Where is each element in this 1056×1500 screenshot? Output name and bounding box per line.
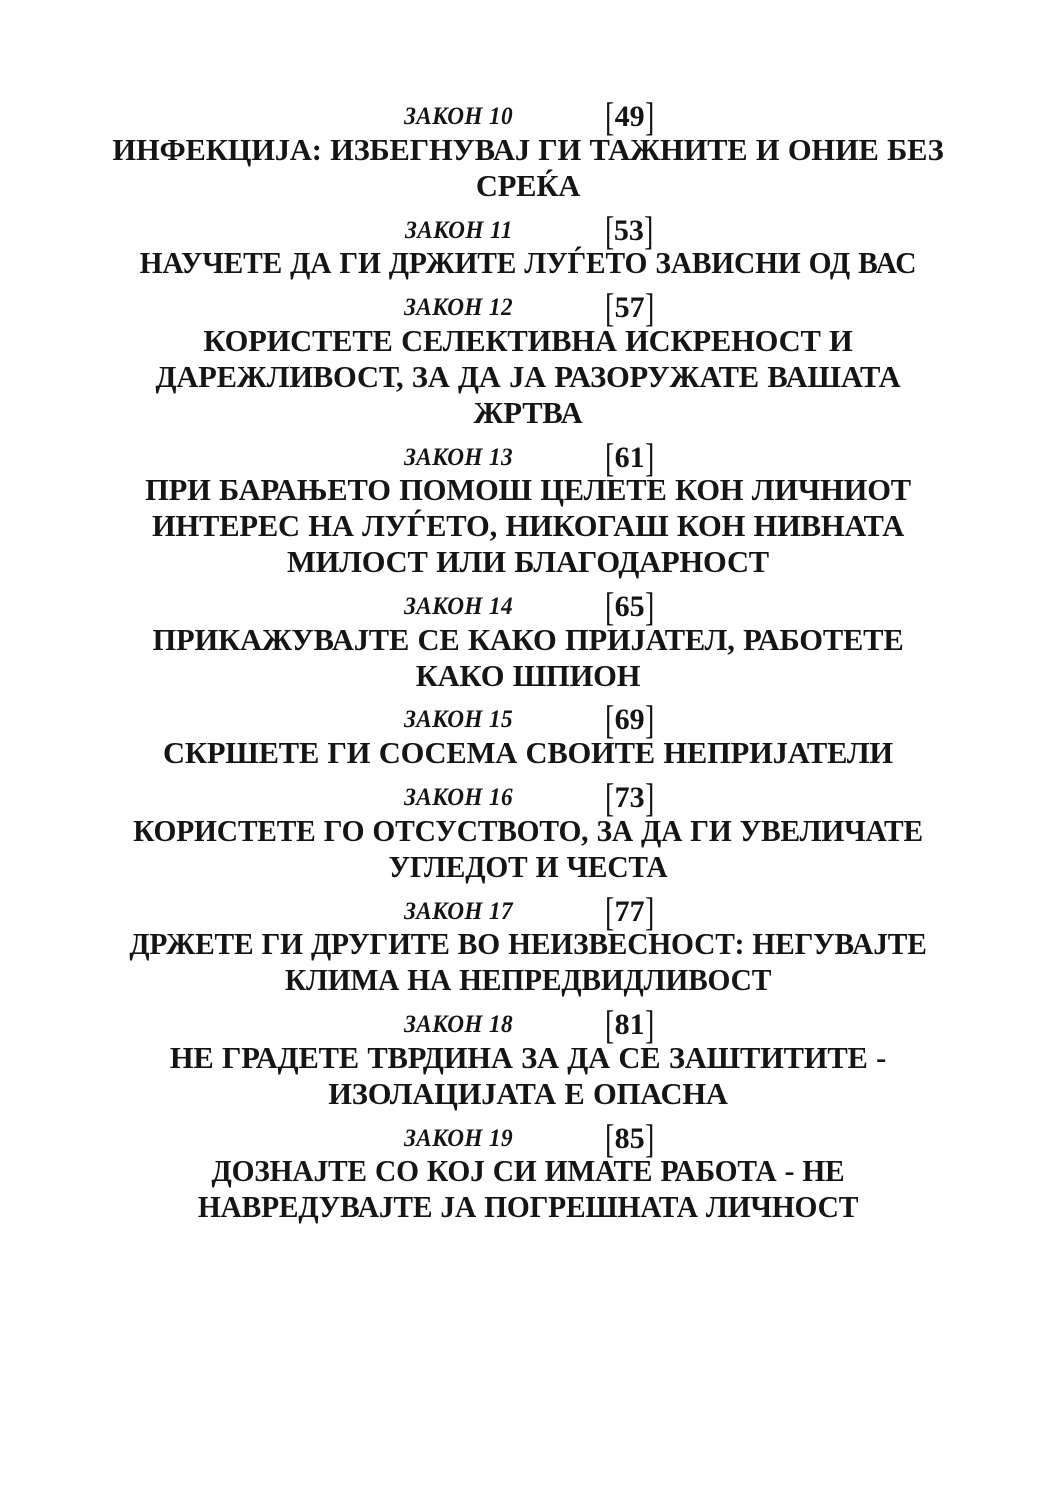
law-title: КОРИСТЕТЕ СЕЛЕКТИВНА ИСКРЕНОСТ И ДАРЕЖЛИВОСТ, ЗА ДА ЈА РАЗОРУЖАТЕ ВАШАТА ЖРТВА xyxy=(155,322,901,430)
page-number: 61 xyxy=(614,440,645,474)
page-reference: [77] xyxy=(605,888,654,934)
page-reference: [69] xyxy=(605,697,654,743)
page-number: 81 xyxy=(614,1008,645,1041)
law-label: ЗАКОН 12 xyxy=(404,294,514,322)
toc-entry-header xyxy=(104,1002,952,1047)
law-label: ЗАКОН 13 xyxy=(404,443,514,471)
law-title: ДОЗНАЈТЕ СО КОЈ СИ ИМАТЕ РАБОТА - НЕ НАВРЕДУВАЈТЕ ЈА ПОГРЕШНАТА ЛИЧНОСТ xyxy=(197,1153,859,1225)
page-reference: [65] xyxy=(605,583,654,629)
page-reference: [57] xyxy=(605,285,654,331)
law-label: ЗАКОН 10 xyxy=(404,103,514,130)
law-label: ЗАКОН 16 xyxy=(404,784,514,811)
toc-entry-header xyxy=(104,583,952,629)
page-reference: [85] xyxy=(605,1115,654,1161)
law-title: ИНФЕКЦИЈА: ИЗБЕГНУВАЈ ГИ ТАЖНИТЕ И ОНИЕ БЕЗ СРЕЌА xyxy=(112,131,944,203)
toc-entry-header xyxy=(104,94,952,139)
law-label: ЗАКОН 17 xyxy=(404,897,514,925)
law-title: КОРИСТЕТЕ ГО ОТСУСТВОТО, ЗА ДА ГИ УВЕЛИЧАТЕ УГЛЕДОТ И ЧЕСТА xyxy=(133,812,923,884)
toc-entry xyxy=(104,285,952,430)
law-title: СКРШЕТЕ ГИ СОСЕМА СВОИТЕ НЕПРИЈАТЕЛИ xyxy=(163,735,893,771)
toc-entry xyxy=(104,697,952,771)
page-number: 53 xyxy=(613,213,644,247)
law-title: НАУЧЕТЕ ДА ГИ ДРЖИТЕ ЛУЃЕТО ЗАВИСНИ ОД ВАС xyxy=(139,245,917,281)
toc-entry xyxy=(104,207,952,282)
toc-entry-header xyxy=(104,285,952,331)
law-label: ЗАКОН 19 xyxy=(404,1124,514,1152)
page-reference: [73] xyxy=(605,775,654,820)
page-number: 57 xyxy=(614,291,645,325)
page-number: 65 xyxy=(614,589,645,623)
toc-entry xyxy=(104,775,952,885)
page-reference: [61] xyxy=(605,434,654,480)
toc-entry-header xyxy=(104,888,952,934)
toc-entry-header xyxy=(104,1115,952,1161)
toc-entry-header xyxy=(104,434,952,480)
law-label: ЗАКОН 15 xyxy=(404,706,514,734)
law-title: ПРИ БАРАЊЕТО ПОМОШ ЦЕЛЕТЕ КОН ЛИЧНИОТ ИНТЕРЕС НА ЛУЃЕТО, НИКОГАШ КОН НИВНАТА МИЛОСТ ИЛИ БЛАГОДАРНОСТ xyxy=(145,472,911,579)
toc-entry xyxy=(104,583,952,694)
toc-entry xyxy=(104,1002,952,1112)
page-number: 49 xyxy=(614,100,645,133)
page-reference: [81] xyxy=(605,1002,654,1047)
toc-entry-header xyxy=(104,207,952,253)
law-title: ДРЖЕТЕ ГИ ДРУГИТЕ ВО НЕИЗВЕСНОСТ: НЕГУВАЈТЕ КЛИМА НА НЕПРЕДВИДЛИВОСТ xyxy=(129,926,927,998)
toc-entry-header xyxy=(104,775,952,820)
toc-entry xyxy=(104,434,952,580)
law-title: НЕ ГРАДЕТЕ ТВРДИНА ЗА ДА СЕ ЗАШТИТИТЕ - ИЗОЛАЦИЈАТА Е ОПАСНА xyxy=(169,1039,887,1111)
toc-entry xyxy=(104,94,952,204)
law-label: ЗАКОН 14 xyxy=(404,592,514,620)
page-number: 69 xyxy=(614,703,645,737)
table-of-contents-list xyxy=(104,94,952,1225)
toc-entry xyxy=(104,888,952,999)
toc-entry xyxy=(104,1115,952,1226)
law-label: ЗАКОН 11 xyxy=(404,216,513,244)
page-reference: [53] xyxy=(604,207,654,253)
page-number: 85 xyxy=(614,1121,645,1155)
toc-entry-header xyxy=(104,697,952,743)
law-title: ПРИКАЖУВАЈТЕ СЕ КАКО ПРИЈАТЕЛ, РАБОТЕТЕ КАКО ШПИОН xyxy=(152,621,904,693)
page-reference: [49] xyxy=(605,94,654,139)
law-label: ЗАКОН 18 xyxy=(404,1011,514,1038)
page-number: 77 xyxy=(614,894,645,928)
page-number: 73 xyxy=(614,781,645,814)
